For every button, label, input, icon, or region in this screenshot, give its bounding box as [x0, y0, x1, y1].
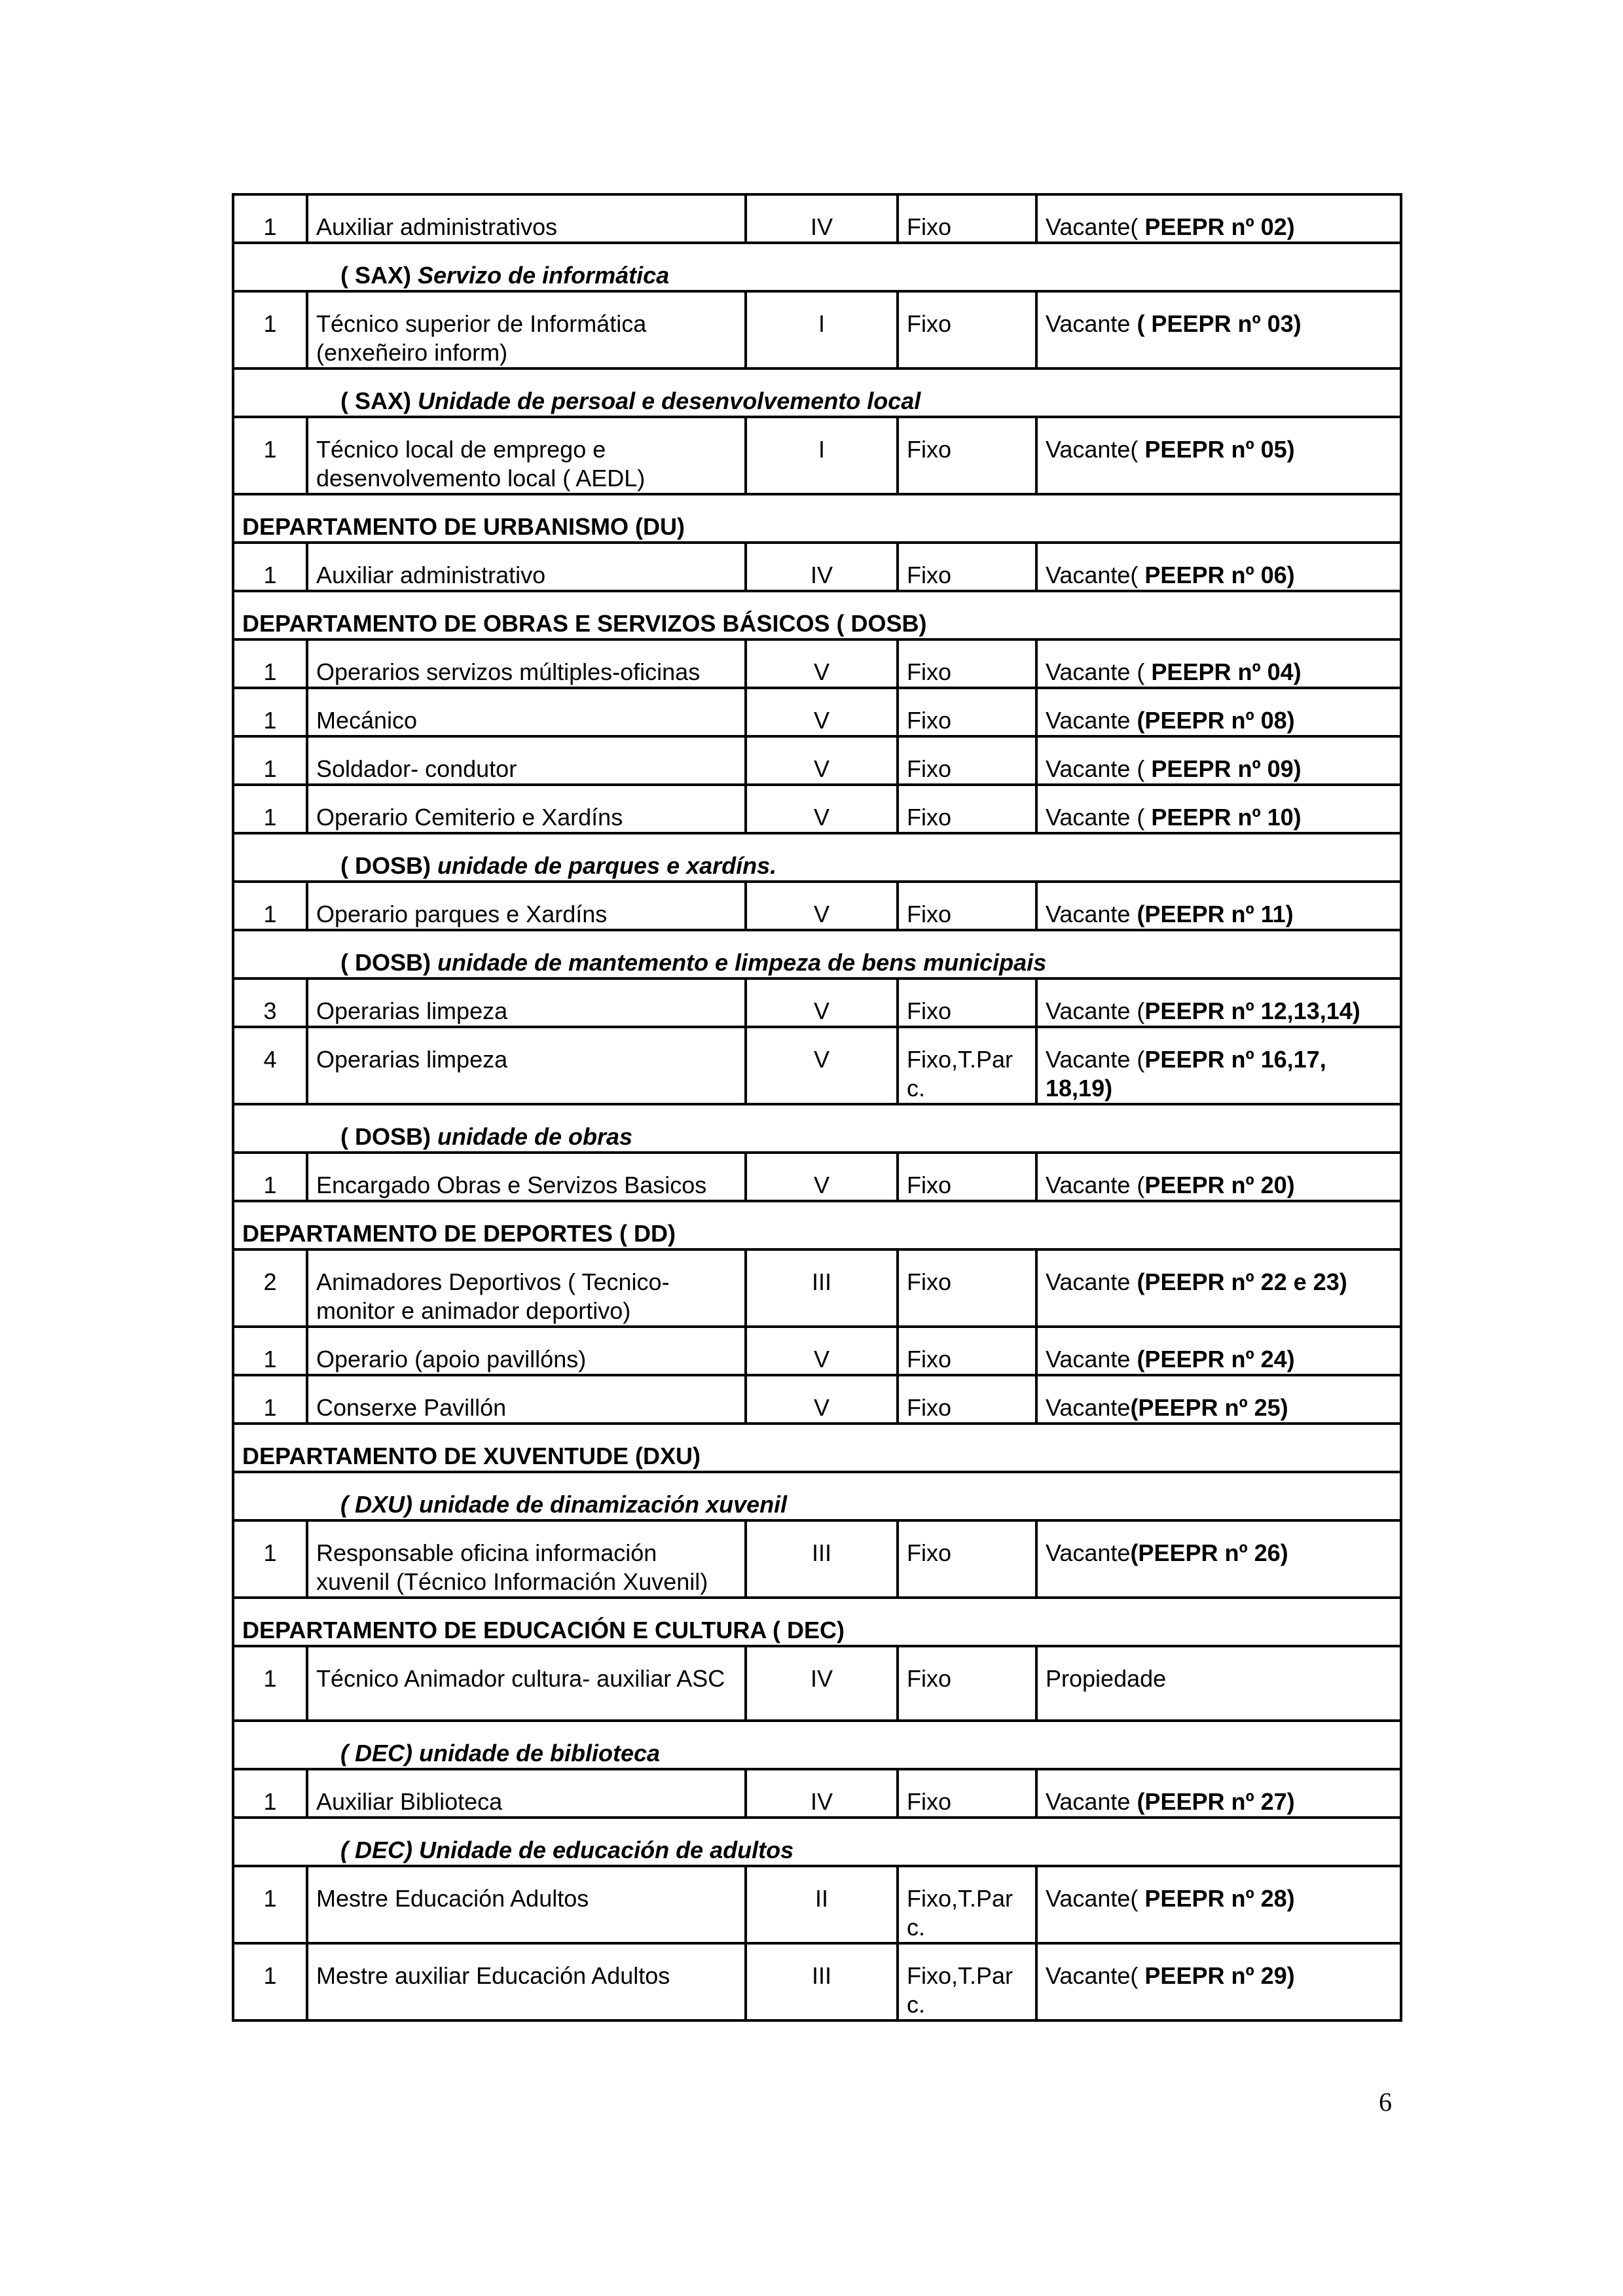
group-cell: IV	[746, 194, 898, 243]
status-cell	[1036, 785, 1401, 833]
status-reference: PEEPR nº 04)	[1151, 658, 1302, 685]
status-text: Vacante(	[1046, 1962, 1145, 1989]
table-row	[233, 1027, 1401, 1104]
status-reference: ( PEEPR nº 03)	[1137, 310, 1302, 337]
group-cell: IV	[746, 1769, 898, 1818]
group-cell: I	[746, 291, 898, 368]
contract-type-cell: Fixo	[898, 688, 1036, 736]
status-reference: PEEPR nº 12,13,14)	[1144, 997, 1360, 1024]
unit-subheader: ( DEC) Unidade de educación de adultos	[233, 1818, 1401, 1866]
status-text: Vacante(	[1046, 562, 1145, 588]
unit-subheader	[233, 368, 1401, 417]
status-text: Vacante	[1046, 901, 1137, 927]
group-cell: V	[746, 1153, 898, 1201]
quantity-cell: 1	[233, 785, 307, 833]
department-header-row	[233, 494, 1401, 543]
contract-type-cell: Fixo	[898, 1375, 1036, 1424]
position-name-cell: Auxiliar administrativos	[307, 194, 746, 243]
contract-type-cell: Fixo	[898, 882, 1036, 930]
status-text: Vacante	[1046, 1394, 1131, 1421]
quantity-cell: 1	[233, 1943, 307, 2020]
quantity-cell: 3	[233, 978, 307, 1027]
quantity-cell: 1	[233, 1327, 307, 1375]
table-row	[233, 785, 1401, 833]
group-cell: V	[746, 785, 898, 833]
page-number: 6	[1379, 2087, 1392, 2117]
position-name-cell: Técnico local de emprego e desenvolvemento local ( AEDL)	[307, 417, 746, 494]
position-name-cell: Operario parques e Xardíns	[307, 882, 746, 930]
table-row	[233, 882, 1401, 930]
contract-type-cell: Fixo	[898, 543, 1036, 591]
status-text: Vacante (	[1046, 1046, 1145, 1073]
unit-code: ( SAX)	[340, 262, 418, 289]
contract-type-cell: Fixo	[898, 291, 1036, 368]
status-text: Vacante	[1046, 1346, 1137, 1372]
position-name-cell: Mestre Educación Adultos	[307, 1866, 746, 1943]
position-name-cell: Operarias limpeza	[307, 1027, 746, 1104]
quantity-cell: 1	[233, 736, 307, 785]
status-reference: PEEPR nº 29)	[1144, 1962, 1295, 1989]
quantity-cell: 4	[233, 1027, 307, 1104]
status-cell	[1036, 1375, 1401, 1424]
quantity-cell: 1	[233, 1375, 307, 1424]
table-body	[233, 194, 1401, 2020]
unit-description: unidade de mantemento e limpeza de bens municipais	[437, 949, 1047, 976]
quantity-cell: 1	[233, 688, 307, 736]
status-text: Vacante (	[1046, 804, 1152, 831]
status-cell	[1036, 1769, 1401, 1818]
status-text: Propiedade	[1046, 1665, 1167, 1692]
quantity-cell: 1	[233, 194, 307, 243]
status-text: Vacante (	[1046, 1172, 1145, 1198]
contract-type-cell: Fixo	[898, 1249, 1036, 1327]
unit-description: unidade de parques e xardíns.	[437, 852, 777, 879]
status-cell	[1036, 1646, 1401, 1721]
status-reference: (PEEPR nº 11)	[1137, 901, 1294, 927]
status-reference: PEEPR nº 10)	[1151, 804, 1302, 831]
status-reference: (PEEPR nº 08)	[1137, 707, 1295, 734]
status-cell	[1036, 417, 1401, 494]
status-text: Vacante (	[1046, 755, 1152, 782]
position-name-cell: Operarias limpeza	[307, 978, 746, 1027]
status-text: Vacante	[1046, 1268, 1137, 1295]
unit-subheader-row	[233, 368, 1401, 417]
group-cell: V	[746, 736, 898, 785]
status-text: Vacante	[1046, 707, 1137, 734]
quantity-cell: 1	[233, 1646, 307, 1721]
position-name-cell: Auxiliar Biblioteca	[307, 1769, 746, 1818]
table-row	[233, 978, 1401, 1027]
quantity-cell: 1	[233, 1153, 307, 1201]
group-cell: V	[746, 978, 898, 1027]
unit-subheader-row	[233, 243, 1401, 291]
status-text: Vacante	[1046, 1539, 1131, 1566]
table-row	[233, 291, 1401, 368]
contract-type-cell: Fixo	[898, 978, 1036, 1027]
status-cell	[1036, 736, 1401, 785]
status-text: Vacante	[1046, 1788, 1137, 1815]
status-cell	[1036, 1027, 1401, 1104]
group-cell: II	[746, 1866, 898, 1943]
unit-subheader: ( DXU) unidade de dinamización xuvenil	[233, 1472, 1401, 1520]
table-row	[233, 1943, 1401, 2020]
status-text: Vacante(	[1046, 213, 1145, 240]
status-cell	[1036, 1943, 1401, 2020]
table-row	[233, 1646, 1401, 1721]
unit-subheader	[233, 243, 1401, 291]
status-text: Vacante (	[1046, 997, 1145, 1024]
contract-type-cell: Fixo	[898, 736, 1036, 785]
staff-positions-table	[232, 193, 1402, 2022]
department-header-row	[233, 591, 1401, 639]
group-cell: I	[746, 417, 898, 494]
status-cell	[1036, 1249, 1401, 1327]
department-header-row	[233, 1598, 1401, 1646]
contract-type-cell: Fixo	[898, 1646, 1036, 1721]
department-header: DEPARTAMENTO DE DEPORTES ( DD)	[233, 1201, 1401, 1249]
group-cell: IV	[746, 1646, 898, 1721]
position-name-cell: Auxiliar administrativo	[307, 543, 746, 591]
table-row	[233, 688, 1401, 736]
quantity-cell: 1	[233, 1520, 307, 1598]
table-row	[233, 194, 1401, 243]
table-row	[233, 1520, 1401, 1598]
group-cell: III	[746, 1943, 898, 2020]
status-reference: (PEEPR nº 27)	[1137, 1788, 1295, 1815]
status-reference: PEEPR nº 05)	[1144, 436, 1295, 463]
quantity-cell: 1	[233, 417, 307, 494]
department-header: DEPARTAMENTO DE XUVENTUDE (DXU)	[233, 1424, 1401, 1472]
status-reference: (PEEPR nº 25)	[1130, 1394, 1288, 1421]
group-cell: V	[746, 1327, 898, 1375]
status-cell	[1036, 291, 1401, 368]
status-cell	[1036, 882, 1401, 930]
unit-code: ( DOSB)	[340, 1123, 437, 1150]
quantity-cell: 1	[233, 543, 307, 591]
position-name-cell: Conserxe Pavillón	[307, 1375, 746, 1424]
unit-subheader-row	[233, 833, 1401, 882]
position-name-cell: Operario (apoio pavillóns)	[307, 1327, 746, 1375]
table-row	[233, 1769, 1401, 1818]
contract-type-cell: Fixo	[898, 1153, 1036, 1201]
status-reference: (PEEPR nº 22 e 23)	[1137, 1268, 1347, 1295]
position-name-cell: Mestre auxiliar Educación Adultos	[307, 1943, 746, 2020]
status-cell	[1036, 688, 1401, 736]
status-reference: PEEPR nº 28)	[1144, 1885, 1295, 1912]
group-cell: V	[746, 688, 898, 736]
quantity-cell: 1	[233, 882, 307, 930]
department-header: DEPARTAMENTO DE OBRAS E SERVIZOS BÁSICOS ( DOSB)	[233, 591, 1401, 639]
quantity-cell: 1	[233, 1866, 307, 1943]
table-row	[233, 1327, 1401, 1375]
contract-type-cell: Fixo	[898, 639, 1036, 688]
quantity-cell: 1	[233, 291, 307, 368]
unit-code: ( SAX)	[340, 387, 418, 414]
group-cell: III	[746, 1249, 898, 1327]
position-name-cell: Encargado Obras e Servizos Basicos	[307, 1153, 746, 1201]
status-reference: PEEPR nº 16,17, 18,19)	[1046, 1046, 1326, 1102]
table-row	[233, 543, 1401, 591]
status-text: Vacante (	[1046, 658, 1152, 685]
status-cell	[1036, 1866, 1401, 1943]
position-name-cell: Animadores Deportivos ( Tecnico-monitor e animador deportivo)	[307, 1249, 746, 1327]
department-header-row	[233, 1201, 1401, 1249]
status-reference: PEEPR nº 06)	[1144, 562, 1295, 588]
unit-description: Servizo de informática	[418, 262, 670, 289]
contract-type-cell: Fixo	[898, 194, 1036, 243]
table-row	[233, 1866, 1401, 1943]
contract-type-cell: Fixo,T.Par c.	[898, 1943, 1036, 2020]
quantity-cell: 1	[233, 1769, 307, 1818]
contract-type-cell: Fixo,T.Par c.	[898, 1027, 1036, 1104]
department-header-row	[233, 1424, 1401, 1472]
table-row	[233, 639, 1401, 688]
position-name-cell: Responsable oficina información xuvenil (Técnico Información Xuvenil)	[307, 1520, 746, 1598]
contract-type-cell: Fixo	[898, 1520, 1036, 1598]
unit-description: unidade de obras	[437, 1123, 633, 1150]
table-row	[233, 1375, 1401, 1424]
status-text: Vacante	[1046, 310, 1137, 337]
unit-subheader	[233, 1104, 1401, 1153]
status-cell	[1036, 1520, 1401, 1598]
department-header: DEPARTAMENTO DE EDUCACIÓN E CULTURA ( DEC)	[233, 1598, 1401, 1646]
unit-code: ( DOSB)	[340, 852, 437, 879]
unit-subheader-row	[233, 1104, 1401, 1153]
position-name-cell: Técnico Animador cultura- auxiliar ASC	[307, 1646, 746, 1721]
status-cell	[1036, 194, 1401, 243]
department-header: DEPARTAMENTO DE URBANISMO (DU)	[233, 494, 1401, 543]
status-reference: (PEEPR nº 26)	[1130, 1539, 1288, 1566]
status-cell	[1036, 1153, 1401, 1201]
table-row	[233, 1249, 1401, 1327]
status-cell	[1036, 1327, 1401, 1375]
table-row	[233, 736, 1401, 785]
unit-code: ( DOSB)	[340, 949, 437, 976]
group-cell: V	[746, 882, 898, 930]
contract-type-cell: Fixo	[898, 417, 1036, 494]
position-name-cell: Operario Cemiterio e Xardíns	[307, 785, 746, 833]
table-row	[233, 1153, 1401, 1201]
position-name-cell: Técnico superior de Informática (enxeñeiro inform)	[307, 291, 746, 368]
unit-subheader	[233, 833, 1401, 882]
status-cell	[1036, 978, 1401, 1027]
unit-subheader-row	[233, 1721, 1401, 1769]
status-reference: PEEPR nº 20)	[1144, 1172, 1295, 1198]
group-cell: IV	[746, 543, 898, 591]
unit-subheader-row	[233, 930, 1401, 978]
status-reference: PEEPR nº 09)	[1151, 755, 1302, 782]
contract-type-cell: Fixo	[898, 1769, 1036, 1818]
contract-type-cell: Fixo	[898, 1327, 1036, 1375]
group-cell: V	[746, 639, 898, 688]
status-cell	[1036, 543, 1401, 591]
position-name-cell: Soldador- condutor	[307, 736, 746, 785]
group-cell: V	[746, 1375, 898, 1424]
quantity-cell: 2	[233, 1249, 307, 1327]
group-cell: V	[746, 1027, 898, 1104]
position-name-cell: Mecánico	[307, 688, 746, 736]
unit-subheader-row	[233, 1472, 1401, 1520]
contract-type-cell: Fixo,T.Par c.	[898, 1866, 1036, 1943]
quantity-cell: 1	[233, 639, 307, 688]
unit-description: Unidade de persoal e desenvolvemento local	[418, 387, 921, 414]
table-row	[233, 417, 1401, 494]
unit-subheader: ( DEC) unidade de biblioteca	[233, 1721, 1401, 1769]
contract-type-cell: Fixo	[898, 785, 1036, 833]
position-name-cell: Operarios servizos múltiples-oficinas	[307, 639, 746, 688]
status-text: Vacante(	[1046, 1885, 1145, 1912]
status-reference: PEEPR nº 02)	[1144, 213, 1295, 240]
status-text: Vacante(	[1046, 436, 1145, 463]
group-cell: III	[746, 1520, 898, 1598]
unit-subheader-row	[233, 1818, 1401, 1866]
unit-subheader	[233, 930, 1401, 978]
status-cell	[1036, 639, 1401, 688]
status-reference: (PEEPR nº 24)	[1137, 1346, 1295, 1372]
